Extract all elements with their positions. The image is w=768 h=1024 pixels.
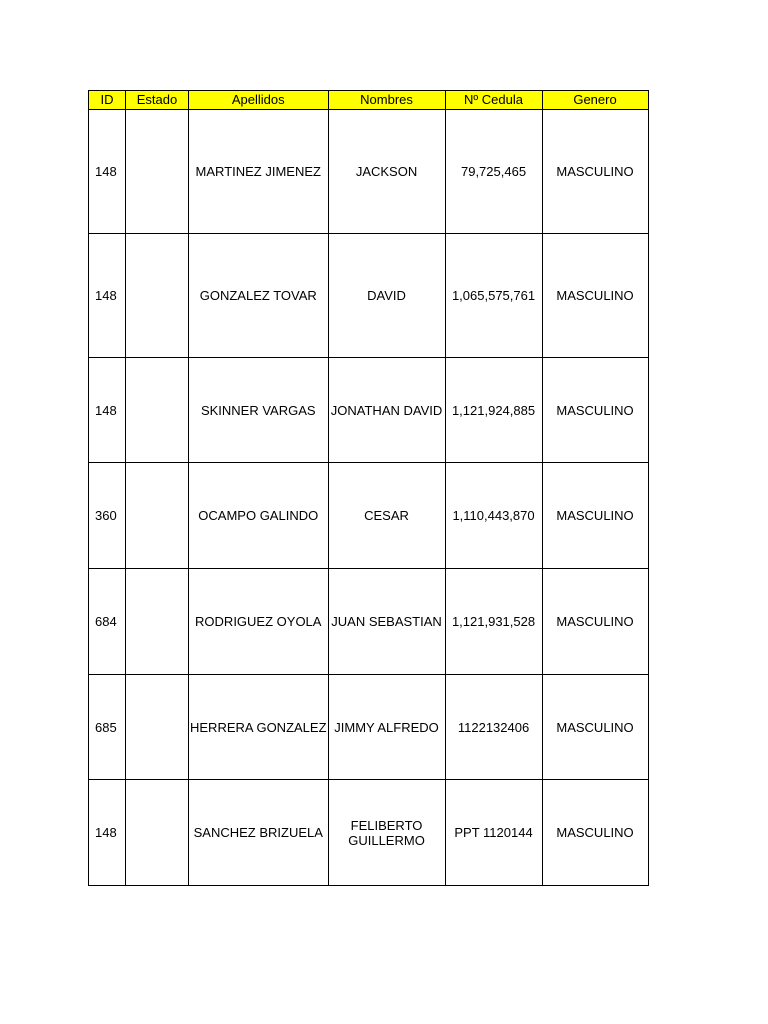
cell-estado [126,780,189,886]
header-estado: Estado [126,91,189,110]
cell-cedula: 1122132406 [445,675,542,780]
cell-apellidos: RODRIGUEZ OYOLA [189,569,329,675]
cell-estado [126,569,189,675]
cell-nombres: JIMMY ALFREDO [328,675,445,780]
cell-apellidos: GONZALEZ TOVAR [189,234,329,358]
table-row [89,110,649,234]
cell-id: 148 [89,358,126,463]
cell-apellidos: OCAMPO GALINDO [189,463,329,569]
table-row [89,780,649,886]
cell-id: 684 [89,569,126,675]
cell-cedula: 1,121,924,885 [445,358,542,463]
cell-estado [126,675,189,780]
cell-cedula: 1,110,443,870 [445,463,542,569]
cell-estado [126,463,189,569]
cell-cedula: 1,065,575,761 [445,234,542,358]
table-row [89,463,649,569]
cell-genero: MASCULINO [542,569,648,675]
cell-apellidos: SANCHEZ BRIZUELA [189,780,329,886]
table-row [89,358,649,463]
cell-nombres: FELIBERTO GUILLERMO [328,780,445,886]
cell-nombres: CESAR [328,463,445,569]
cell-nombres: DAVID [328,234,445,358]
header-apellidos: Apellidos [189,91,329,110]
cell-genero: MASCULINO [542,234,648,358]
table-row [89,675,649,780]
header-nombres: Nombres [328,91,445,110]
cell-apellidos: SKINNER VARGAS [189,358,329,463]
cell-genero: MASCULINO [542,110,648,234]
table-row [89,569,649,675]
cell-id: 360 [89,463,126,569]
cell-genero: MASCULINO [542,780,648,886]
cell-id: 148 [89,780,126,886]
cell-estado [126,358,189,463]
cell-id: 148 [89,110,126,234]
cell-cedula: PPT 1120144 [445,780,542,886]
cell-id: 148 [89,234,126,358]
cell-genero: MASCULINO [542,358,648,463]
cell-estado [126,234,189,358]
cell-genero: MASCULINO [542,463,648,569]
cell-nombres: JONATHAN DAVID [328,358,445,463]
header-row [89,91,649,110]
cell-apellidos: MARTINEZ JIMENEZ [189,110,329,234]
cell-genero: MASCULINO [542,675,648,780]
header-cedula: Nº Cedula [445,91,542,110]
cell-cedula: 1,121,931,528 [445,569,542,675]
table-row [89,234,649,358]
cell-nombres: JUAN SEBASTIAN [328,569,445,675]
data-table [88,90,649,886]
header-id: ID [89,91,126,110]
header-genero: Genero [542,91,648,110]
cell-cedula: 79,725,465 [445,110,542,234]
cell-id: 685 [89,675,126,780]
cell-apellidos: HERRERA GONZALEZ [189,675,329,780]
cell-estado [126,110,189,234]
cell-nombres: JACKSON [328,110,445,234]
